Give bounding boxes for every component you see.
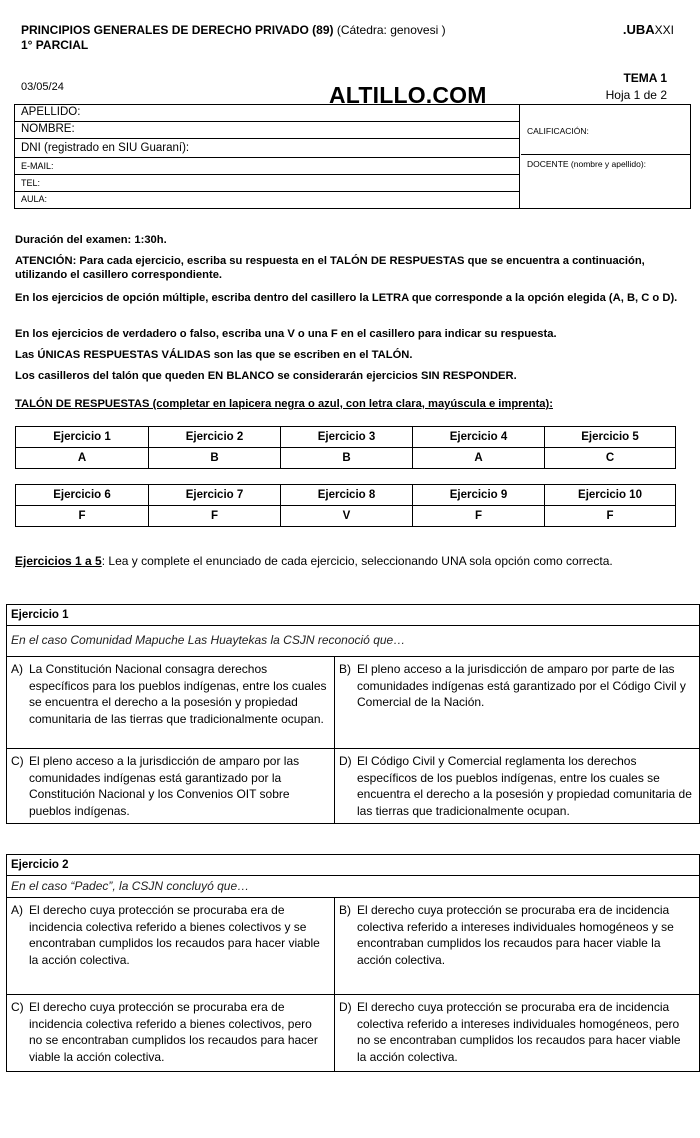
option-letter: A) — [11, 662, 23, 676]
answer-header: Ejercicio 2 — [149, 427, 281, 448]
tema-label: TEMA 1 — [623, 71, 667, 85]
answer-header: Ejercicio 5 — [545, 427, 676, 448]
answer-header: Ejercicio 7 — [149, 485, 281, 506]
uba-logo-text: .UBA — [622, 22, 655, 37]
option-text: El derecho cuya protección se procuraba era de incidencia colectiva referido a bienes colectivos y se encontraban cumplidos los recaudos para hacer viable la acción colectiva. — [29, 903, 320, 967]
answer-value-row — [16, 506, 676, 527]
answer-cell[interactable]: F — [149, 506, 281, 527]
answer-cell[interactable]: B — [149, 448, 281, 469]
answer-header: Ejercicio 10 — [545, 485, 676, 506]
student-fields — [15, 105, 520, 208]
field-docente: DOCENTE (nombre y apellido): — [527, 159, 647, 169]
exam-name: 1° PARCIAL — [21, 38, 89, 52]
answer-value-row — [16, 448, 676, 469]
exercise-options — [7, 898, 699, 1072]
option-b[interactable] — [335, 657, 699, 749]
section-heading: Ejercicios 1 a 5 — [15, 554, 102, 568]
option-letter: C) — [11, 754, 24, 768]
answer-cell[interactable]: V — [281, 506, 413, 527]
instruction-blanco: Los casilleros del talón que queden EN BLANCO se considerarán ejercicios SIN RESPONDER. — [15, 370, 517, 382]
answer-header: Ejercicio 4 — [413, 427, 545, 448]
option-c[interactable] — [7, 749, 335, 824]
option-d[interactable] — [335, 995, 699, 1072]
exercise-2 — [6, 854, 700, 1072]
talon-heading: TALÓN DE RESPUESTAS (completar en lapicera negra o azul, con letra clara, mayúscula e imprenta): — [15, 398, 553, 410]
watermark: ALTILLO.COM — [329, 82, 487, 108]
answer-cell[interactable]: A — [413, 448, 545, 469]
option-text: El Código Civil y Comercial reglamenta los derechos específicos de los pueblos indígenas, entre los cuales se encuentra el derecho a la posesión y propiedad comunitaria de las tierras que tradicionalmente ocupan. — [357, 754, 692, 818]
answer-header: Ejercicio 8 — [281, 485, 413, 506]
exercise-1 — [6, 604, 700, 824]
exercise-options — [7, 657, 699, 824]
option-text: El pleno acceso a la jurisdicción de amparo por parte de las comunidades indígenas está garantizado por el Código Civil y Comercial de la Nación. — [357, 662, 686, 709]
option-a[interactable] — [7, 657, 335, 749]
instruction-multiple: En los ejercicios de opción múltiple, escriba dentro del casillero la LETRA que corresponde a la opción elegida (A, B, C o D). — [15, 292, 678, 304]
answer-cell[interactable]: C — [545, 448, 676, 469]
option-text: El derecho cuya protección se procuraba era de incidencia colectiva referido a intereses individuales homogéneos, pero no se encontraban cumplidos los recaudos para hacer viable la acción colectiva. — [357, 1000, 681, 1064]
option-text: El pleno acceso a la jurisdicción de amparo por las comunidades indígenas está garantizado por la Constitución Nacional y los Convenios OIT sobre pueblos indígenas. — [29, 754, 300, 818]
answer-cell[interactable]: F — [545, 506, 676, 527]
option-d[interactable] — [335, 749, 699, 824]
field-email[interactable]: E-MAIL: — [15, 158, 520, 175]
option-b[interactable] — [335, 898, 699, 995]
option-letter: A) — [11, 903, 23, 917]
answer-table-2 — [15, 484, 676, 527]
answer-cell[interactable]: B — [281, 448, 413, 469]
option-text: La Constitución Nacional consagra derechos específicos para los pueblos indígenas, entre los cuales se encuentra el derecho a la posesión y propiedad comunitaria de las tierras que tradicionalmente ocupan. — [29, 662, 327, 726]
answer-header-row — [16, 427, 676, 448]
exercise-title: Ejercicio 2 — [7, 855, 699, 876]
instruction-vf: En los ejercicios de verdadero o falso, escriba una V o una F en el casillero para indicar su respuesta. — [15, 328, 557, 340]
exam-date: 03/05/24 — [21, 81, 64, 93]
field-apellido[interactable]: APELLIDO: — [15, 105, 520, 122]
option-letter: D) — [339, 754, 352, 768]
option-letter: D) — [339, 1000, 352, 1014]
page-indicator: Hoja 1 de 2 — [605, 88, 667, 102]
uba-logo — [623, 22, 674, 37]
exercise-title: Ejercicio 1 — [7, 605, 699, 626]
answer-header: Ejercicio 3 — [281, 427, 413, 448]
option-text: El derecho cuya protección se procuraba era de incidencia colectiva referido a bienes colectivos, pero no se encontraban cumplidos los recaudos para hacer viable la acción colectiva. — [29, 1000, 318, 1064]
answer-header: Ejercicio 6 — [16, 485, 149, 506]
section-text: : Lea y complete el enunciado de cada ejercicio, seleccionando UNA sola opción como correcta. — [101, 554, 613, 568]
answer-header: Ejercicio 1 — [16, 427, 149, 448]
option-letter: C) — [11, 1000, 24, 1014]
option-c[interactable] — [7, 995, 335, 1072]
field-nombre[interactable]: NOMBRE: — [15, 122, 520, 139]
course-title — [21, 22, 446, 38]
answer-table-1 — [15, 426, 676, 469]
option-letter: B) — [339, 903, 351, 917]
option-text: El derecho cuya protección se procuraba era de incidencia colectiva referido a intereses individuales homogéneos y se encontraban cumplidos los recaudos para hacer viable la acción colectiva. — [357, 903, 674, 967]
course-name: PRINCIPIOS GENERALES DE DERECHO PRIVADO (89) — [21, 23, 334, 37]
field-calificacion: CALIFICACIÓN: — [521, 105, 690, 155]
answer-header-row — [16, 485, 676, 506]
exercise-question: En el caso “Padec”, la CSJN concluyó que… — [7, 876, 699, 898]
field-tel[interactable]: TEL: — [15, 175, 520, 192]
section-intro — [15, 550, 685, 573]
student-info-box — [14, 104, 691, 209]
answer-cell[interactable]: A — [16, 448, 149, 469]
exam-duration: Duración del examen: 1:30h. — [15, 234, 167, 246]
instruction-unicas: Las ÚNICAS RESPUESTAS VÁLIDAS son las que se escriben en el TALÓN. — [15, 349, 413, 361]
uba-logo-suffix: XXI — [654, 23, 674, 37]
field-aula[interactable]: AULA: — [21, 194, 48, 204]
catedra: (Cátedra: genovesi ) — [336, 23, 446, 37]
answer-header: Ejercicio 9 — [413, 485, 545, 506]
option-letter: B) — [339, 662, 351, 676]
instruction-atencion: ATENCIÓN: Para cada ejercicio, escriba su respuesta en el TALÓN DE RESPUESTAS que se encuentra a continuación, utilizando el casillero correspondiente. — [15, 255, 645, 281]
field-dni[interactable]: DNI (registrado en SIU Guaraní): — [15, 139, 520, 158]
answer-cell[interactable]: F — [16, 506, 149, 527]
exercise-question: En el caso Comunidad Mapuche Las Huaytekas la CSJN reconoció que… — [7, 626, 699, 657]
option-a[interactable] — [7, 898, 335, 995]
answer-cell[interactable]: F — [413, 506, 545, 527]
